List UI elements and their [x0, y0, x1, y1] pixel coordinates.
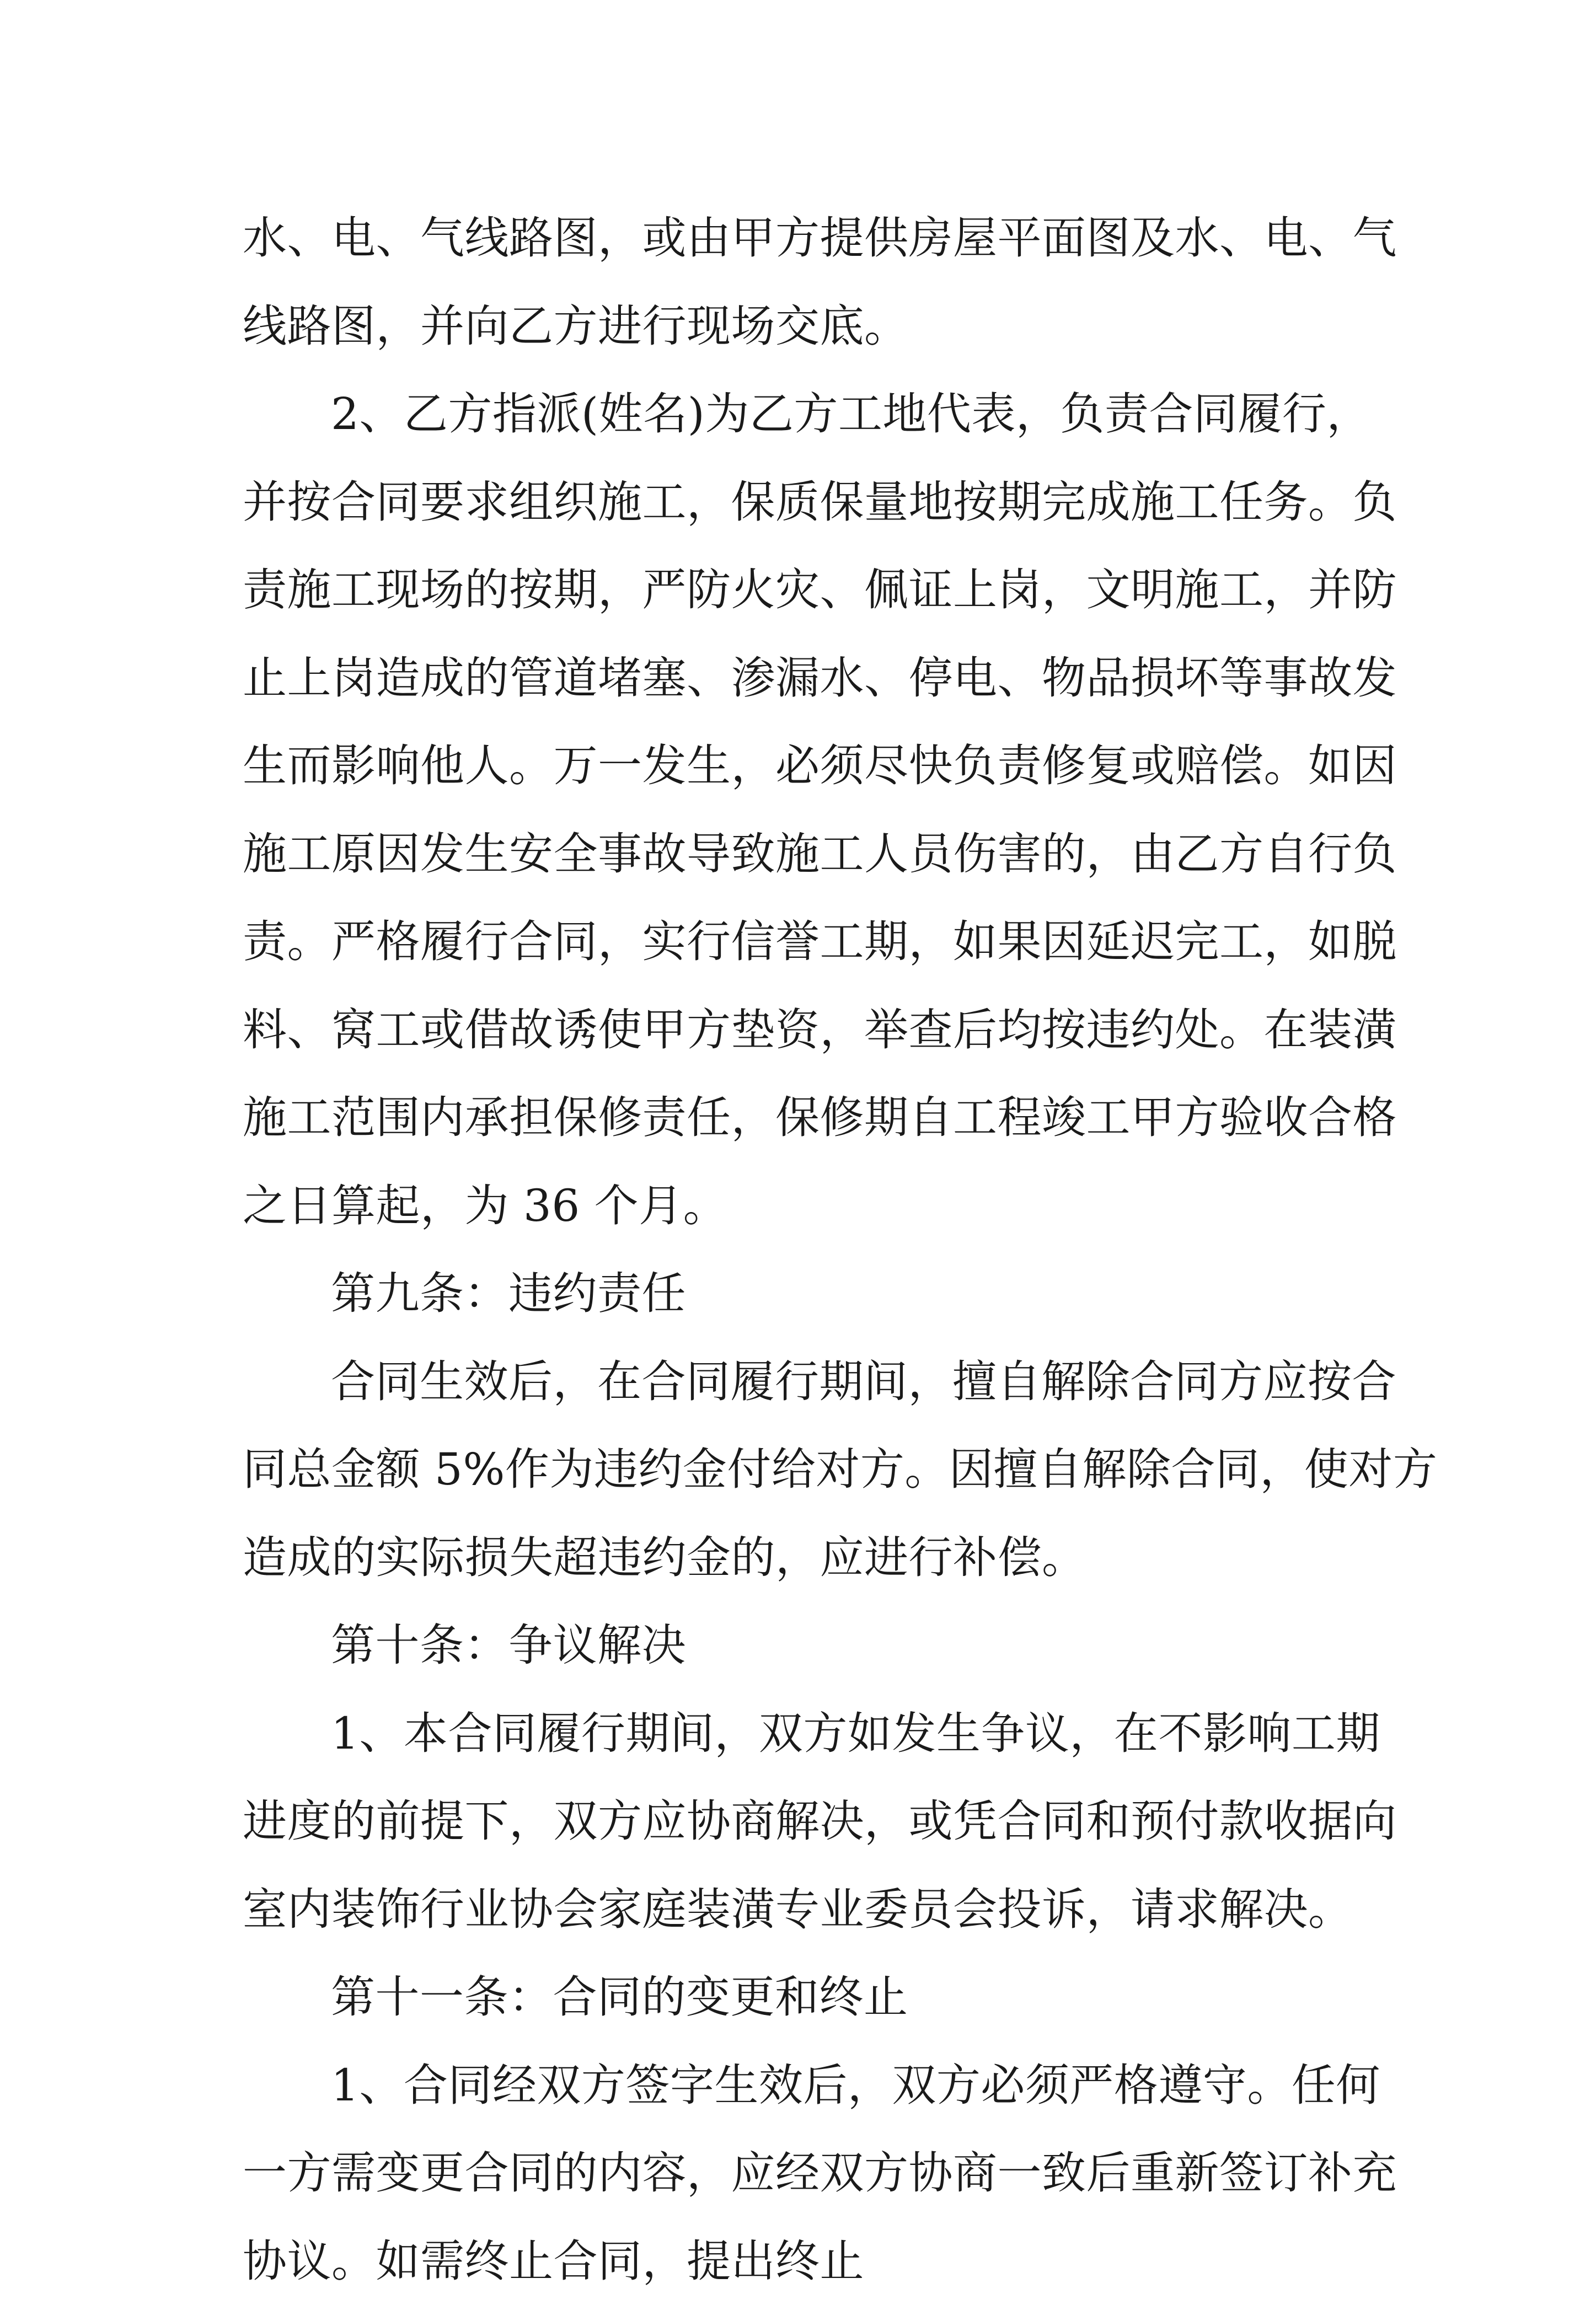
text-line: 施工原因发生安全事故导致施工人员伤害的，由乙方自行负	[243, 810, 1368, 898]
text-line: 并按合同要求组织施工，保质保量地按期完成施工任务。负	[243, 458, 1368, 546]
text-line: 第十一条：合同的变更和终止	[243, 1953, 1368, 2041]
text-line: 进度的前提下，双方应协商解决，或凭合同和预付款收据向	[243, 1777, 1368, 1866]
text-line: 责。严格履行合同，实行信誉工期，如果因延迟完工，如脱	[243, 898, 1368, 986]
text-line: 协议。如需终止合同，提出终止	[243, 2217, 1368, 2305]
text-line: 线路图，并向乙方进行现场交底。	[243, 282, 1368, 371]
text-line: 室内装饰行业协会家庭装潢专业委员会投诉，请求解决。	[243, 1866, 1368, 1954]
text-line: 2、乙方指派(姓名)为乙方工地代表，负责合同履行，	[243, 370, 1368, 458]
text-line: 生而影响他人。万一发生，必须尽快负责修复或赔偿。如因	[243, 722, 1368, 810]
text-line: 1、合同经双方签字生效后，双方必须严格遵守。任何	[243, 2041, 1368, 2130]
text-line: 施工范围内承担保修责任，保修期自工程竣工甲方验收合格	[243, 1074, 1368, 1162]
text-line: 之日算起，为 36 个月。	[243, 1162, 1368, 1250]
text-line: 1、本合同履行期间，双方如发生争议，在不影响工期	[243, 1690, 1368, 1778]
text-line: 止上岗造成的管道堵塞、渗漏水、停电、物品损坏等事故发	[243, 634, 1368, 722]
text-line: 第十条：争议解决	[243, 1601, 1368, 1690]
text-line: 责施工现场的按期，严防火灾、佩证上岗，文明施工，并防	[243, 546, 1368, 634]
document-body	[243, 194, 1368, 2305]
text-line: 一方需变更合同的内容，应经双方协商一致后重新签订补充	[243, 2129, 1368, 2217]
text-line: 合同生效后，在合同履行期间，擅自解除合同方应按合	[243, 1338, 1368, 1426]
text-line: 料、窝工或借故诱使甲方垫资，举查后均按违约处。在装潢	[243, 986, 1368, 1074]
text-line: 同总金额 5%作为违约金付给对方。因擅自解除合同，使对方	[243, 1425, 1368, 1514]
text-line: 第九条：违约责任	[243, 1250, 1368, 1338]
text-line: 水、电、气线路图，或由甲方提供房屋平面图及水、电、气	[243, 194, 1368, 282]
text-line: 造成的实际损失超违约金的，应进行补偿。	[243, 1514, 1368, 1602]
